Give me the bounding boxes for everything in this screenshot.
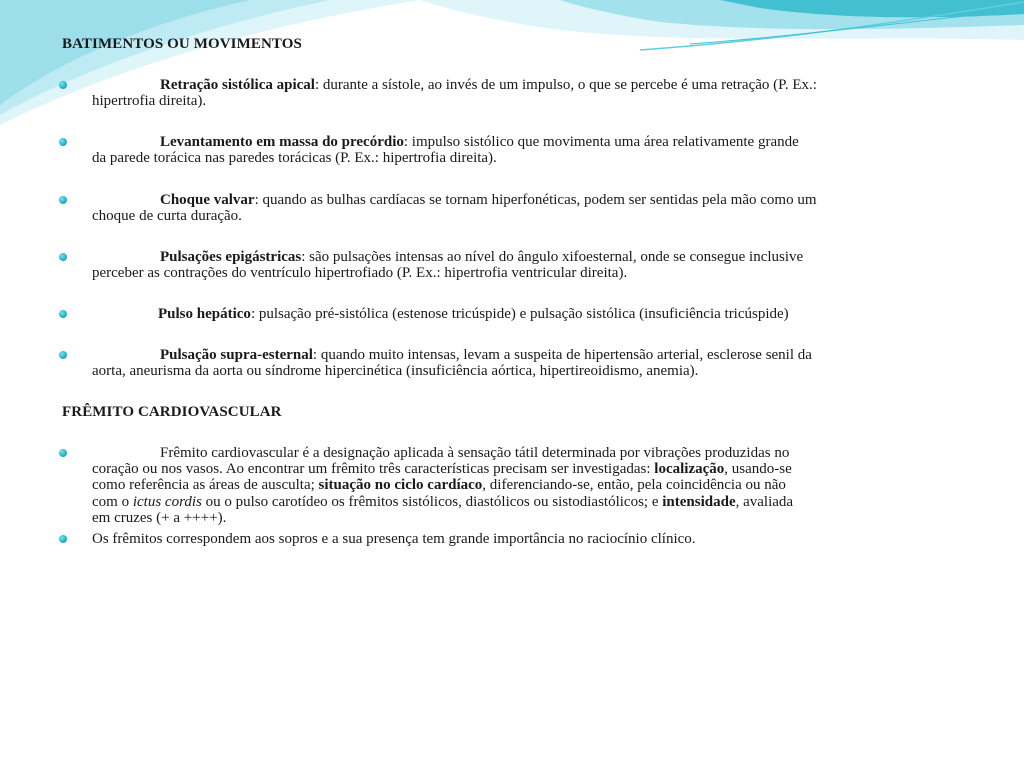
fremito-p1-line-2	[92, 461, 792, 478]
bullet-icon	[59, 535, 67, 543]
fremito-text: , avaliada	[735, 494, 794, 510]
item-choque-line-1	[92, 192, 817, 209]
item-levantamento-text: : impulso sistólico que movimenta uma área relativamente grande	[403, 134, 799, 150]
bullet-icon	[59, 196, 67, 204]
fremito-text: com o	[92, 494, 133, 510]
section-title-batimentos: BATIMENTOS OU MOVIMENTOS	[62, 36, 302, 52]
item-retracao-term: Retração sistólica apical	[160, 77, 315, 93]
item-supra-esternal-line-1	[92, 347, 812, 364]
fremito-term-ictus: ictus cordis	[132, 494, 202, 510]
item-choque-term: Choque valvar	[160, 192, 255, 208]
item-pulsacoes-line-2: perceber as contrações do ventrículo hipertrofiado (P. Ex.: hipertrofia ventricular direita).	[92, 265, 628, 281]
item-retracao-text: : durante a sístole, ao invés de um impulso, o que se percebe é uma retração (P. Ex.:	[314, 77, 817, 93]
fremito-term-intensidade: intensidade	[662, 494, 736, 510]
item-pulsacoes-text: : são pulsações intensas ao nível do ângulo xifoesternal, onde se consegue inclusive	[301, 249, 804, 265]
item-levantamento-line-2: da parede torácica nas paredes torácicas (P. Ex.: hipertrofia direita).	[92, 150, 497, 166]
fremito-p1-line-1: Frêmito cardiovascular é a designação aplicada à sensação tátil determinada por vibrações produzidas no	[160, 445, 790, 461]
fremito-p1-line-4	[92, 494, 793, 511]
section-title-fremito: FRÊMITO CARDIOVASCULAR	[62, 404, 282, 420]
fremito-text: , diferenciando-se, então, pela coincidência ou não	[482, 477, 786, 493]
item-pulsacoes-line-1	[92, 249, 803, 266]
item-levantamento-line-1	[92, 134, 799, 151]
item-supra-esternal-text: : quando muito intensas, levam a suspeita de hipertensão arterial, esclerose senil da	[312, 347, 812, 363]
item-levantamento-term: Levantamento em massa do precórdio	[160, 134, 404, 150]
item-pulso-hepatico-text: : pulsação pré-sistólica (estenose tricúspide) e pulsação sistólica (insuficiência tricúspide)	[250, 306, 789, 322]
item-choque-text: : quando as bulhas cardíacas se tornam hiperfonéticas, podem ser sentidas pela mão como um	[254, 192, 817, 208]
item-pulsacoes-term: Pulsações epigástricas	[160, 249, 302, 265]
bullet-icon	[59, 351, 67, 359]
bullet-icon	[59, 310, 67, 318]
item-supra-esternal-line-2: aorta, aneurisma da aorta ou síndrome hipercinética (insuficiência aórtica, hipertireoidismo, anemia).	[92, 363, 699, 379]
fremito-term-situacao: situação no ciclo cardíaco	[318, 477, 483, 493]
fremito-text: ou o pulso carotídeo os frêmitos sistólicos, diastólicos ou sistodiastólicos; e	[201, 494, 663, 510]
item-choque-line-2: choque de curta duração.	[92, 208, 242, 224]
item-retracao-line-2: hipertrofia direita).	[92, 93, 207, 109]
item-retracao-line-1	[92, 77, 817, 94]
fremito-text: como referência as áreas de ausculta;	[92, 477, 319, 493]
fremito-p2: Os frêmitos correspondem aos sopros e a sua presença tem grande importância no raciocínio clínico.	[92, 531, 696, 547]
fremito-text: coração ou nos vasos. Ao encontrar um frêmito três características precisam ser investigadas:	[92, 461, 655, 477]
fremito-p1-line-3	[92, 477, 786, 494]
bullet-icon	[59, 253, 67, 261]
fremito-p1-line-5: em cruzes (+ a ++++).	[92, 510, 227, 526]
bullet-icon	[59, 449, 67, 457]
bullet-icon	[59, 138, 67, 146]
item-pulso-hepatico-line-1	[92, 306, 789, 323]
bullet-icon	[59, 81, 67, 89]
fremito-text: , usando-se	[724, 461, 792, 477]
fremito-term-localizacao: localização	[654, 461, 725, 477]
item-pulso-hepatico-term: Pulso hepático	[158, 306, 251, 322]
item-supra-esternal-term: Pulsação supra-esternal	[160, 347, 313, 363]
